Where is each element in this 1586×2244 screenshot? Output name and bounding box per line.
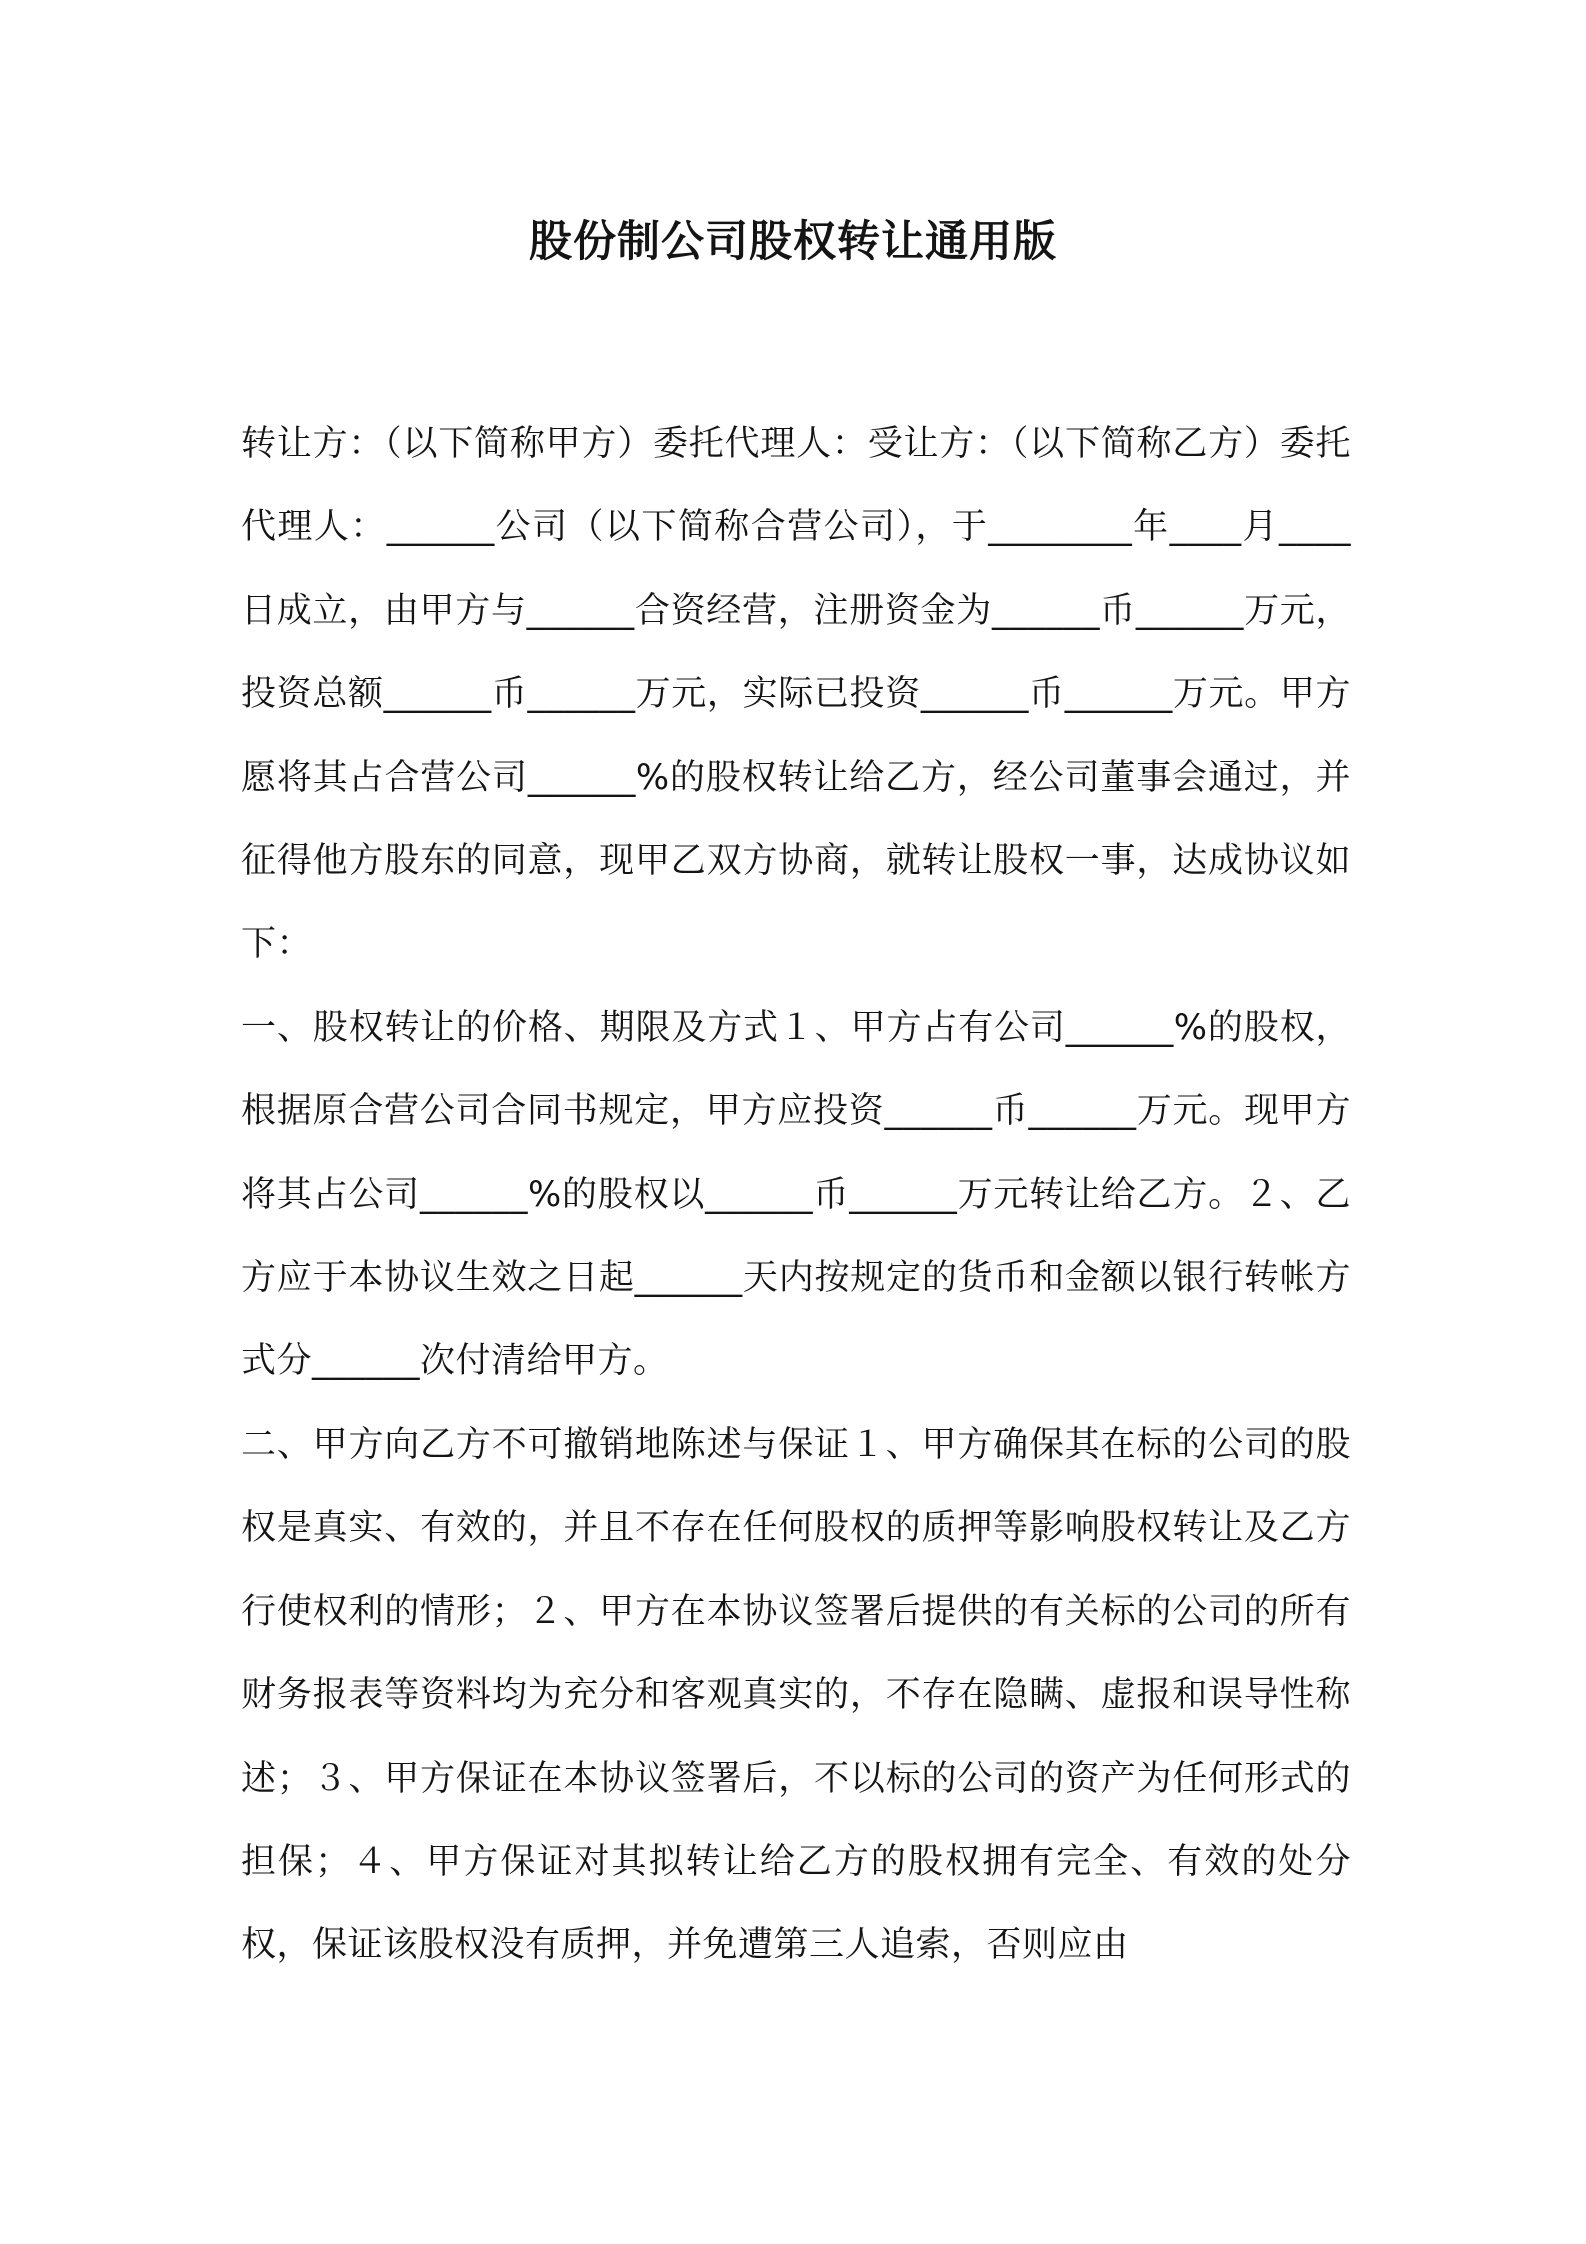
document-title: 股份制公司股权转让通用版 — [529, 217, 1057, 267]
paragraph-preamble: 转让方：（以下简称甲方）委托代理人：受让方：（以下简称乙方）委托代理人：______公司（以下简称合营公司），于________年____月____日成立，由甲方与______合资经营，注册资金为______币______万元，投资总额______币______万元，实际已投资______币______万元。甲方愿将其占合营公司______%的股权转让给乙方，经公司董事会通过，并征得他方股东的同意，现甲乙双方协商，就转让股权一事，达成协议如下： — [241, 424, 1351, 965]
paragraph-section-2: 二、甲方向乙方不可撤销地陈述与保证１、甲方确保其在标的公司的股权是真实、有效的，并且不存在任何股权的质押等影响股权转让及乙方行使权利的情形；２、甲方在本协议签署后提供的有关标的公司的所有财务报表等资料均为充分和客观真实的，不存在隐瞒、虚报和误导性称述；３、甲方保证在本协议签署后，不以标的公司的资产为任何形式的担保；４、甲方保证对其拟转让给乙方的股权拥有完全、有效的处分权，保证该股权没有质押，并免遭第三人追索，否则应由 — [241, 1424, 1351, 1966]
paragraph-section-1: 一、股权转让的价格、期限及方式１、甲方占有公司______%的股权，根据原合营公司合同书规定，甲方应投资______币______万元。现甲方将其占公司______%的股权以______币______万元转让给乙方。２、乙方应于本协议生效之日起______天内按规定的货币和金额以银行转帐方式分______次付清给甲方。 — [241, 1007, 1351, 1382]
document-body — [241, 403, 1351, 1988]
